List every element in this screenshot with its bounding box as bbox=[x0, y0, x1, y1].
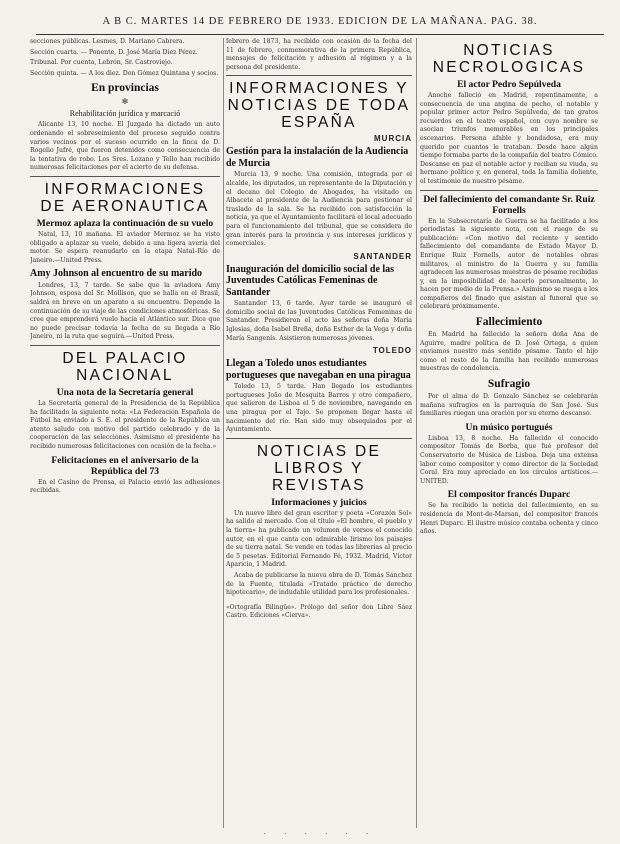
paragraph: Sección cuarta. — Ponente, D. José María Díez Pérez. bbox=[30, 48, 198, 56]
article-headline: Felicitaciones en el aniversario de la República del 73 bbox=[51, 454, 199, 477]
divider bbox=[30, 345, 220, 346]
masthead-rule bbox=[36, 34, 604, 35]
divider bbox=[226, 438, 412, 439]
city-label: SANTANDER bbox=[353, 251, 412, 261]
paragraph: «Ortografía Bilingüe». Prólogo del señor don Libre Sáez Castro. Ediciones «Cierva». bbox=[226, 603, 412, 619]
divider bbox=[420, 190, 598, 191]
paragraph: Murcia 13, 9 noche. Una comisión, integrada por el alcalde, los diputados, un representante de la Diputación y el decano del Colegio de Abogados, ha visitado en Albacete al presidente de la Audiencia para gestionar el traslado de la sala. Se ha recibido con satisfacción la noticia, ya que el Ayuntamiento facilitará el local adecuado para el funcionamiento del tribunal, que se considera de gran interés para la provincia y sus intereses jurídicos y comerciales. bbox=[226, 171, 412, 248]
article-headline: Amy Johnson al encuentro de su marido bbox=[30, 268, 203, 280]
paragraph: La Secretaría general de la Presidencia de la República ha facilitado la siguiente nota: «La Federación Española de Fútbol ha enviado a S. E. el presidente de la República un atento saludo con motivo del partido celebrado y de la cooperación de las selecciones. Asimismo el presidente ha recibido numerosas felicitaciones con ocasión de la fecha.» bbox=[30, 399, 220, 450]
column-divider bbox=[416, 38, 417, 828]
city-label: MURCIA bbox=[374, 134, 412, 144]
column-3 bbox=[420, 38, 598, 828]
paragraph: Tribunal. Por cuenta, Lebrón, Sr. Castroviejo. bbox=[30, 59, 173, 67]
ornament: ✻ bbox=[121, 97, 129, 107]
paragraph: Londres, 13, 7 tarde. Se sabe que la aviadora Amy Johnson, esposa del Sr. Mollison, que se halla en el Brasil, saldrá en breve en un aparato a su encuentro. Depende la continuación de su viaje de las condiciones atmosféricas. Se cree que emprenderá vuelo hacia el Atlántico sur. Dice que no puede precisar todavía la fecha de su llegada a Río Janeiro, ni la ruta que seguirá.—United Press. bbox=[30, 281, 220, 341]
city-label: TOLEDO bbox=[372, 346, 412, 356]
paragraph: Un nuevo libro del gran escritor y poeta «Corazón Sol» ha salido al mercado. Con el título «El hombre, el pueblo y la tierra» ha publicado un volumen de versos el conocido autor, en el que canta con admirable lirismo los paisajes de su tierra natal. Se vende en todas las librerías al precio de 5 pesetas. Editorial Fernando Fé, 1932. Madrid, Víctor Aparicio, 1 Madrid. bbox=[226, 509, 412, 569]
paragraph: En el Casino de Prensa, el Palacio envió las adhesiones recibidas. bbox=[30, 478, 220, 495]
subheading: Rehabilitación jurídica y marcació bbox=[69, 109, 181, 119]
paragraph: Anoche falleció en Madrid, repentinamente, a consecuencia de una angina de pecho, el notable y popular primer actor Pedro Sepúlveda, de tan gratos recuerdos en el teatro español, con cuyo nombre se asocian triunfos memorables en los principales escenarios. Persona afable y bondadosa, era muy querido por cuantos le trataban. Desde hace algún tiempo formaba parte de la compañía del teatro Cómico. Descanse en paz el notable actor y reciban su viuda, su hermano político y, en general, toda la familia doliente, el testimonio de nuestro pésame. bbox=[420, 92, 598, 185]
paragraph: En Madrid ha fallecido la señora doña Ana de Aguirre, madre política de D. José Ortega, a quien enviamos nuestro más sentido pésame. Tanto el hijo como el resto de la familia han recibido numerosas muestras de condolencia. bbox=[420, 331, 598, 373]
article-headline: El actor Pedro Sepúlveda bbox=[457, 79, 561, 90]
section-heading: DEL PALACIO NACIONAL bbox=[62, 349, 188, 384]
article-headline: Informaciones y juicios bbox=[271, 496, 367, 508]
article-headline: Gestión para la instalación de la Audiencia de Murcia bbox=[226, 146, 409, 169]
paragraph: febrero de 1873, ha recibido con ocasión de la fecha del 11 de febrero, conmemorativa de la primera República, mensajes de felicitación y adhesión al régimen y a la persona del presidente. bbox=[226, 38, 412, 71]
paragraph: Acaba de publicarse la nueva obra de D. Tomás Sánchez de la Fuente, titulada «Tratado práctico de derecho hipotecario», de indudable utilidad para los profesionales. bbox=[226, 571, 412, 597]
article-headline: Una nota de la Secretaría general bbox=[56, 386, 194, 398]
paragraph: Lisboa 13, 8 noche. Ha fallecido el conocido compositor Tomás de Borba, que fué profesor del Conservatorio de Música de Lisboa. Deja una extensa labor como compositor y como director de la Sociedad Coral. Era muy apreciado en los círculos artísticos.—UNITED. bbox=[420, 434, 598, 485]
section-heading: NOTICIAS DE LIBROS Y REVISTAS bbox=[256, 442, 382, 494]
paragraph: Natal, 13, 10 mañana. El aviador Mermoz se ha visto obligado a aplazar su vuelo, debido a una ligera avería del motor. Se espera reanudarlo en la etapa Natal–Río de Janeiro.—United Press. bbox=[30, 230, 220, 264]
page-footer: · · · · · · bbox=[263, 830, 377, 838]
article-headline: Sufragio bbox=[487, 378, 531, 391]
divider bbox=[30, 176, 220, 177]
column-2 bbox=[226, 38, 412, 828]
paragraph: Sección quinta. — A los diez. Don Gómez Quintana y socios. bbox=[30, 69, 219, 77]
article-headline: Un músico portugués bbox=[465, 421, 553, 433]
paragraph: Santander 13, 6 tarde. Ayer tarde se inauguró el domicilio social de las Juventudes Católicas Femeninas de Santander. Presidieron el acto las señoras doña María Iglesias, doña Isabel Breña, doña Esther de la Vega y doña María Sangenís. Asistieron numerosas jóvenes. bbox=[226, 300, 412, 342]
article-headline: Del fallecimiento del comandante Sr. Ruiz Fornells bbox=[423, 193, 595, 216]
section-heading: INFORMACIONES Y NOTICIAS DE TODA ESPAÑA bbox=[227, 80, 411, 132]
paragraph: Alicante 13, 10 noche. El Juzgado ha dictado un auto ordenando el sobreseimiento del proceso seguido contra varios vecinos por el suceso ocurrido en la finca de D. Rogelio Jufré, que fueron detenidos como consecuencia de la tentativa de robo. Los Sres. Lozano y Tello han recibido numerosas felicitaciones por el acierto de su defensa. bbox=[30, 121, 220, 172]
article-headline: Inauguración del domicilio social de las Juventudes Católicas Femeninas de Santander bbox=[226, 263, 395, 298]
article-headline: Llegan a Toledo unos estudiantes portugueses que navegaban en una piragua bbox=[226, 358, 411, 381]
paragraph: Toledo 13, 5 tarde. Han llegado los estudiantes portugueses João de Mesquita Barros y otro compañero, que salieron de Lisboa el 5 de noviembre, navegando en una piragua por el Tajo. Se proponen llegar hasta el nacimiento del río. Han sido muy obsequiados por el Ayuntamiento. bbox=[226, 383, 412, 434]
article-headline: Fallecimiento bbox=[475, 316, 543, 329]
paragraph: Se ha recibido la noticia del fallecimiento, en su residencia de Mont-de-Marsan, del compositor francés Henri Duparc. El ilustre músico contaba ochenta y cinco años. bbox=[420, 502, 598, 536]
section-heading: NOTICIAS NECROLOGICAS bbox=[432, 42, 586, 76]
paragraph: Por el alma de D. Gonzalo Sánchez se celebrarán mañana sufragios en la parroquia de San José. Sus familiares ruegan una oración por su eterno descanso. bbox=[420, 393, 598, 418]
divider bbox=[226, 75, 412, 76]
article-headline: Mermoz aplaza la continuación de su vuelo bbox=[36, 217, 214, 229]
paragraph: secciones públicas. Lesmes, D. Mariano Cabrera. bbox=[30, 38, 185, 45]
section-heading: INFORMACIONES DE AERONAUTICA bbox=[40, 180, 210, 215]
page-masthead: A B C. MARTES 14 DE FEBRERO DE 1933. EDICION DE LA MAÑANA. PAG. 38. bbox=[102, 16, 538, 27]
column-divider bbox=[223, 38, 224, 828]
column-1 bbox=[30, 38, 220, 828]
paragraph: En la Subsecretaría de Guerra se ha facilitado a los periodistas la siguiente nota, con el ruego de su publicación: «Con motivo del reciente y sentido fallecimiento del comandante de Estado Mayor D. Enrique Ruiz Fornells, autor de notables obras militares, el ministro de la Guerra y su familia agradecen las numerosas muestras de pésame recibidas y, en la imposibilidad de hacerlo personalmente, lo hacen por medio de la Prensa.» Asimismo se ruega a los compañeros del finado que asistan al funeral que se celebrará próximamente. bbox=[420, 217, 598, 311]
article-headline: El compositor francés Duparc bbox=[447, 489, 571, 501]
section-heading: En provincias bbox=[91, 82, 159, 95]
